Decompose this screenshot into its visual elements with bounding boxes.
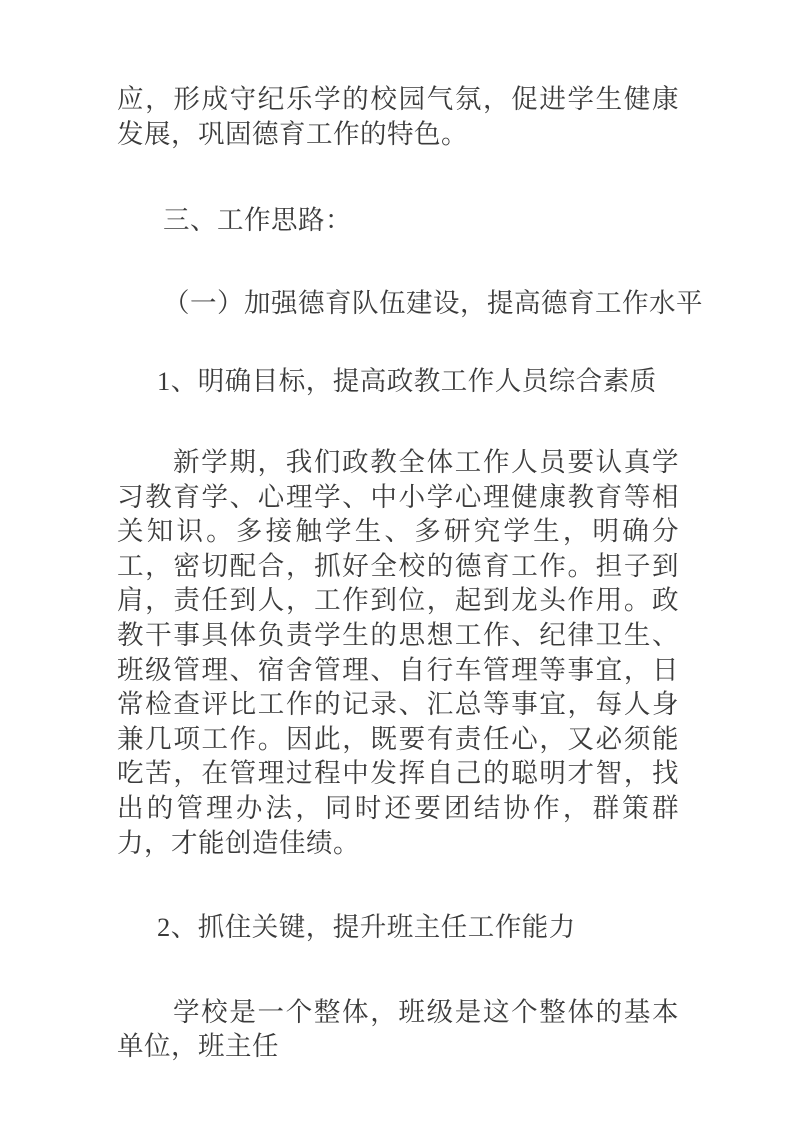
paragraph-item-one: 新学期，我们政教全体工作人员要认真学习教育学、心理学、中小学心理健康教育等相关知识。多接触学生、多研究学生，明确分工，密切配合，抓好全校的德育工作。担子到肩，责任到人，工作到位，起到龙头作用。政教干事具体负责学生的思想工作、纪律卫生、班级管理、宿舍管理、自行车管理等事宜，日常检查评比工作的记录、汇总等事宜，每人身兼几项工作。因此，既要有责任心，又必须能吃苦，在管理过程中发挥自己的聪明才智，找出的管理办法，同时还要团结协作，群策群力，才能创造佳绩。	[117, 446, 679, 858]
continued-paragraph: 应，形成守纪乐学的校园气氛，促进学生健康发展，巩固德育工作的特色。	[117, 84, 679, 149]
spacer	[117, 320, 679, 364]
spacer	[117, 399, 679, 445]
spacer	[117, 945, 679, 995]
heading-item-two: 2、抓住关键，提升班主任工作能力	[157, 912, 576, 943]
heading-section-three: 三、工作思路：	[163, 205, 352, 236]
spacer	[117, 238, 679, 286]
paragraph-item-two: 学校是一个整体，班级是这个整体的基本单位，班主任	[117, 996, 679, 1062]
spacer	[117, 151, 679, 203]
spacer	[117, 860, 679, 910]
document-text-column	[117, 82, 703, 1064]
heading-subsection-one: （一）加强德育队伍建设，提高德育工作水平	[163, 287, 703, 318]
heading-item-one: 1、明确目标，提高政教工作人员综合素质	[157, 366, 657, 397]
